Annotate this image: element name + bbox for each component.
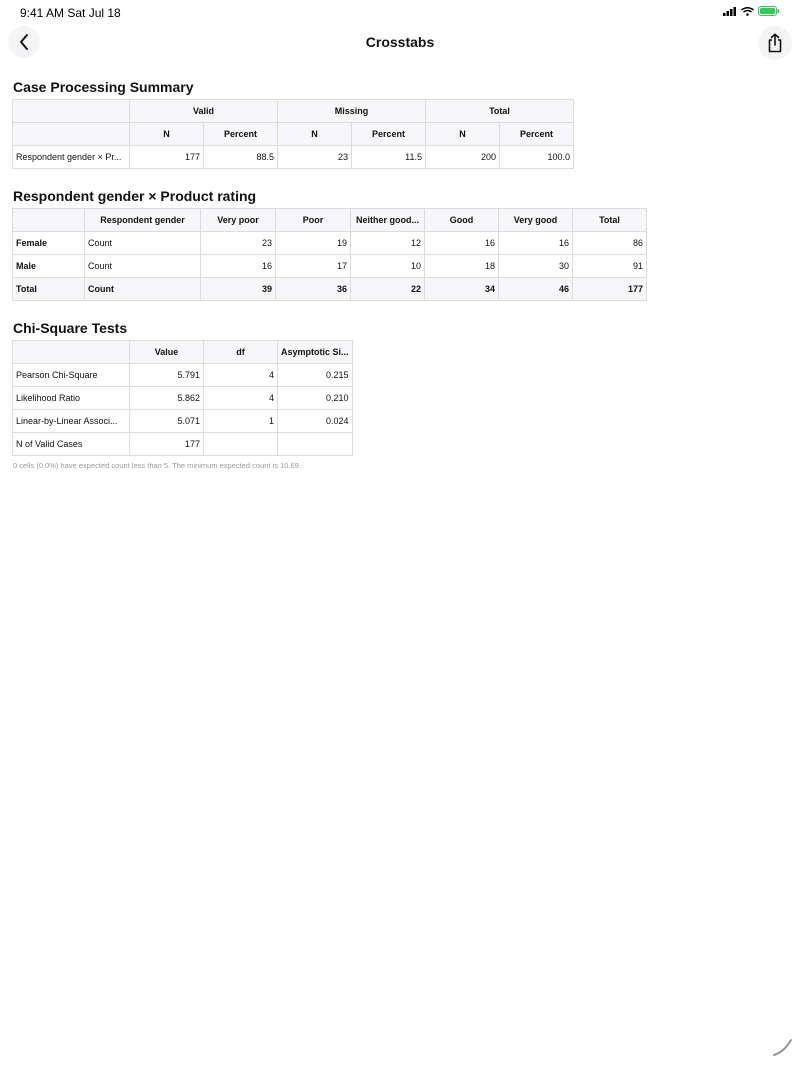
table-cell: 10 xyxy=(351,255,425,278)
header-cell: Percent xyxy=(352,123,426,146)
chi-square-table xyxy=(12,340,353,456)
table-cell: 177 xyxy=(573,278,647,301)
header-cell: Poor xyxy=(276,209,351,232)
table-header-row xyxy=(13,123,574,146)
table-row xyxy=(13,410,353,433)
header-cell: Valid xyxy=(130,100,278,123)
table-cell: 12 xyxy=(351,232,425,255)
nav-bar xyxy=(0,24,800,60)
row-label: Likelihood Ratio xyxy=(13,387,130,410)
table-cell: 23 xyxy=(278,146,352,169)
table-cell: 177 xyxy=(130,146,204,169)
table-cell: 100.0 xyxy=(500,146,574,169)
header-cell: Percent xyxy=(204,123,278,146)
row-label: Female xyxy=(13,232,85,255)
table-cell: 91 xyxy=(573,255,647,278)
stat-label: Count xyxy=(85,255,201,278)
header-cell: Percent xyxy=(500,123,574,146)
status-bar xyxy=(0,0,800,24)
table-row xyxy=(13,255,647,278)
header-cell: Good xyxy=(425,209,499,232)
header-cell: Total xyxy=(573,209,647,232)
case-summary-title: Case Processing Summary xyxy=(13,79,194,95)
header-cell: N xyxy=(130,123,204,146)
row-label: Pearson Chi-Square xyxy=(13,364,130,387)
cellular-icon xyxy=(723,7,737,16)
table-cell: 0.215 xyxy=(278,364,353,387)
header-cell xyxy=(13,100,130,123)
table-row xyxy=(13,387,353,410)
header-cell: N xyxy=(278,123,352,146)
table-cell: 5.071 xyxy=(130,410,204,433)
status-icons xyxy=(723,6,780,16)
table-cell: 11.5 xyxy=(352,146,426,169)
row-label: N of Valid Cases xyxy=(13,433,130,456)
table-cell: 36 xyxy=(276,278,351,301)
battery-icon xyxy=(758,6,780,16)
status-time: 9:41 AM Sat Jul 18 xyxy=(20,6,121,20)
header-cell xyxy=(13,341,130,364)
header-cell: Respondent gender xyxy=(85,209,201,232)
table-cell: 46 xyxy=(499,278,573,301)
page-title: Crosstabs xyxy=(365,34,435,50)
table-cell: 16 xyxy=(425,232,499,255)
stat-label: Count xyxy=(85,232,201,255)
table-cell: 0.210 xyxy=(278,387,353,410)
table-cell: 16 xyxy=(201,255,276,278)
header-cell: df xyxy=(204,341,278,364)
chi-square-title: Chi-Square Tests xyxy=(13,320,128,336)
row-label: Respondent gender × Pr... xyxy=(13,146,130,169)
table-header-row xyxy=(13,341,353,364)
header-cell xyxy=(13,209,85,232)
table-cell: 22 xyxy=(351,278,425,301)
table-cell: 34 xyxy=(425,278,499,301)
row-label: Male xyxy=(13,255,85,278)
table-cell: 177 xyxy=(130,433,204,456)
table-row xyxy=(13,364,353,387)
table-cell: 5.862 xyxy=(130,387,204,410)
table-cell: 200 xyxy=(426,146,500,169)
stat-label: Count xyxy=(85,278,201,301)
table-cell xyxy=(278,433,353,456)
table-cell: 17 xyxy=(276,255,351,278)
table-row xyxy=(13,146,574,169)
table-cell: 16 xyxy=(499,232,573,255)
header-cell: Asymptotic Si... xyxy=(278,341,353,364)
table-cell: 0.024 xyxy=(278,410,353,433)
table-header-row xyxy=(13,209,647,232)
row-label: Total xyxy=(13,278,85,301)
table-cell: 30 xyxy=(499,255,573,278)
header-cell: Missing xyxy=(278,100,426,123)
case-summary-table xyxy=(12,99,574,169)
table-cell xyxy=(204,433,278,456)
table-row xyxy=(13,232,647,255)
table-cell: 4 xyxy=(204,364,278,387)
table-cell: 39 xyxy=(201,278,276,301)
table-cell: 19 xyxy=(276,232,351,255)
table-cell: 88.5 xyxy=(204,146,278,169)
header-cell: Neither good... xyxy=(351,209,425,232)
table-cell: 18 xyxy=(425,255,499,278)
share-button[interactable] xyxy=(758,26,792,60)
header-cell: Very poor xyxy=(201,209,276,232)
scroll-indicator-icon xyxy=(772,1036,794,1058)
table-cell: 5.791 xyxy=(130,364,204,387)
table-row xyxy=(13,433,353,456)
header-cell: Value xyxy=(130,341,204,364)
header-cell: Total xyxy=(426,100,574,123)
row-label: Linear-by-Linear Associ... xyxy=(13,410,130,433)
wifi-icon xyxy=(741,7,754,16)
header-cell: N xyxy=(426,123,500,146)
crosstab-title: Respondent gender × Product rating xyxy=(13,188,257,204)
table-cell: 1 xyxy=(204,410,278,433)
chi-square-footnote: 0 cells (0.0%) have expected count less than 5. The minimum expected count is 10.69. xyxy=(13,461,301,470)
table-row-total xyxy=(13,278,647,301)
table-cell: 4 xyxy=(204,387,278,410)
share-icon xyxy=(767,33,783,53)
header-cell: Very good xyxy=(499,209,573,232)
table-cell: 86 xyxy=(573,232,647,255)
table-cell: 23 xyxy=(201,232,276,255)
header-cell xyxy=(13,123,130,146)
crosstab-table xyxy=(12,208,647,301)
table-header-row xyxy=(13,100,574,123)
